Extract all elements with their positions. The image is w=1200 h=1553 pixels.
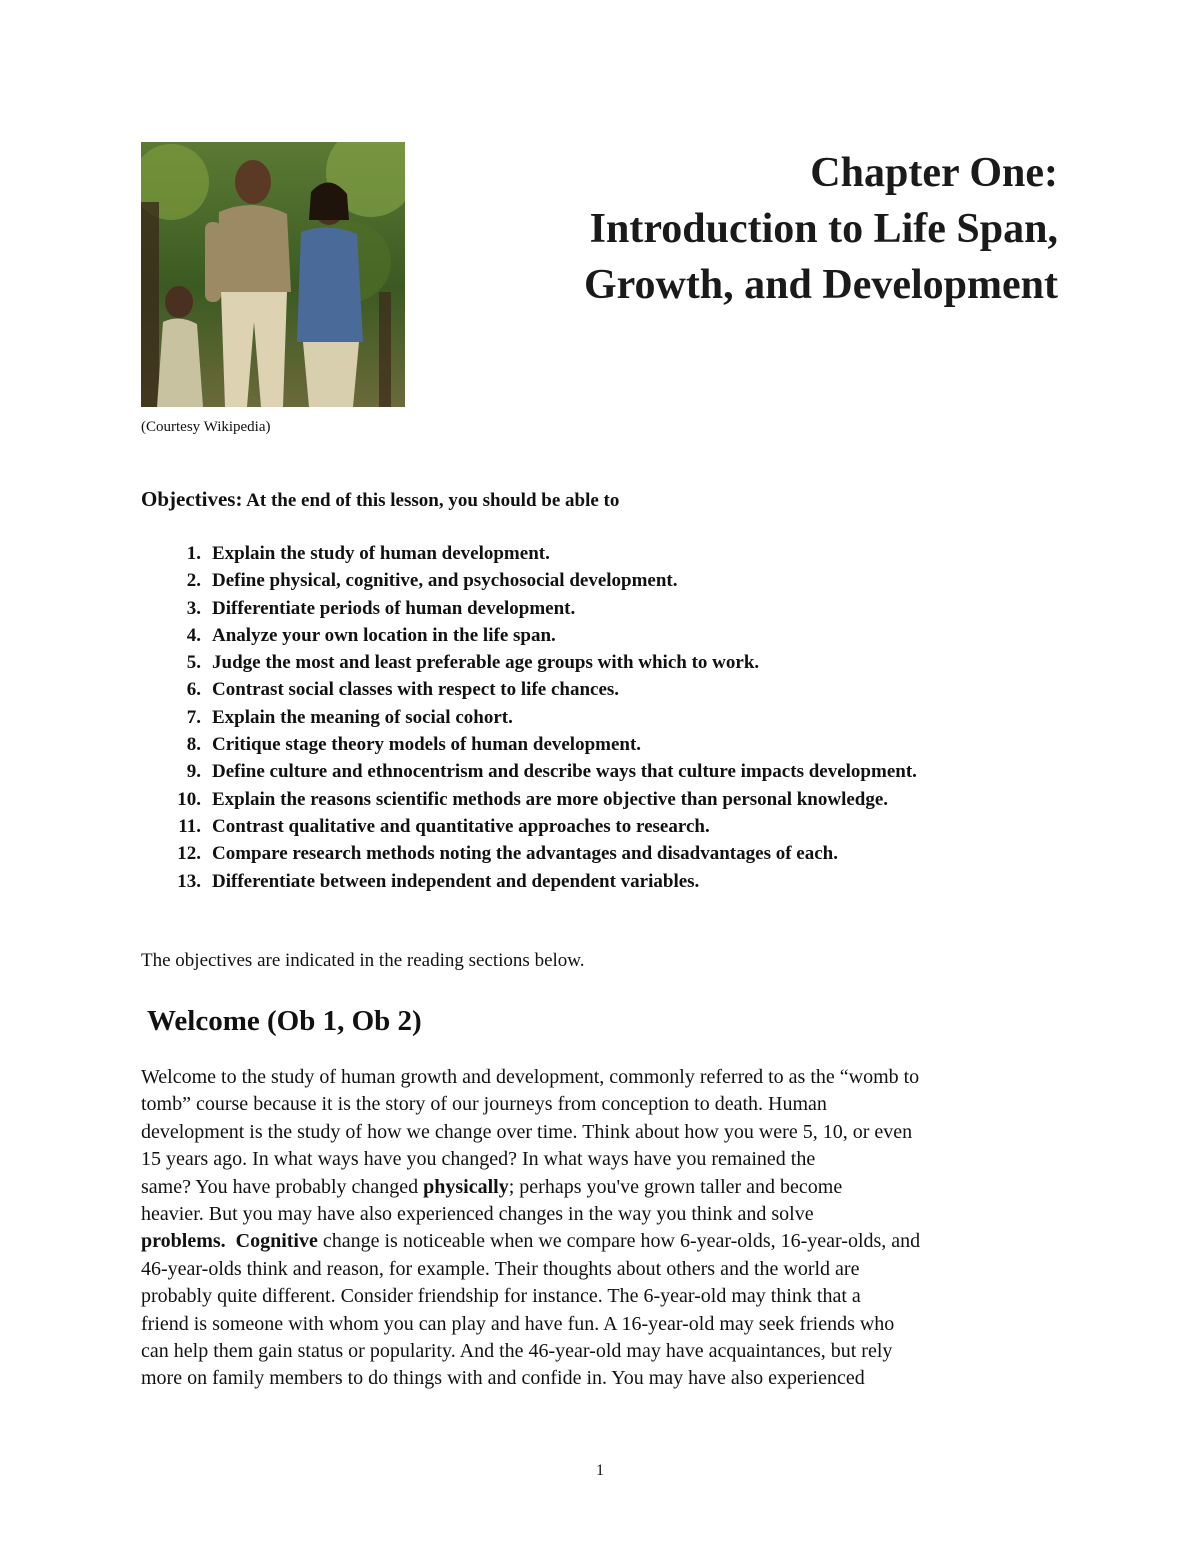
section-body: [141, 1064, 1071, 1393]
list-item-text: Contrast qualitative and quantitative approaches to research.: [212, 815, 710, 837]
body-line: friend is someone with whom you can play and have fun. A 16-year-old may seek friends who: [141, 1312, 895, 1335]
objectives-intro-text: At the end of this lesson, you should be able to: [246, 490, 620, 511]
list-item-text: Explain the study of human development.: [212, 543, 550, 564]
photo-caption: (Courtesy Wikipedia): [141, 419, 271, 435]
list-item-number: 3.: [186, 597, 201, 619]
body-text-span: [226, 1230, 236, 1252]
list-item-number: 7.: [186, 706, 201, 728]
title-line-1: Chapter One:: [810, 150, 1058, 196]
list-item: [141, 786, 1081, 813]
objectives-intro: [141, 486, 619, 514]
chapter-title: [438, 145, 1058, 313]
section-heading: Welcome (Ob 1, Ob 2): [147, 1005, 422, 1037]
list-item-number: 9.: [186, 761, 201, 783]
list-item-text: Critique stage theory models of human development.: [212, 734, 642, 756]
list-item: [141, 676, 1081, 703]
body-line: [141, 1228, 1071, 1255]
title-line-2: Introduction to Life Span,: [589, 206, 1058, 252]
body-line: tomb” course because it is the story of our journeys from conception to death. Human: [141, 1093, 827, 1116]
body-text-span: change is noticeable when we compare how 6-year-olds, 16-year-olds, and: [317, 1230, 921, 1253]
body-line: Welcome to the study of human growth and development, commonly referred to as the “womb to: [141, 1066, 920, 1088]
objectives-list: [141, 540, 1081, 895]
body-line: can help them gain status or popularity. And the 46-year-old may have acquaintances, but rely: [141, 1340, 893, 1363]
list-item-number: 10.: [177, 788, 201, 810]
list-item-number: 1.: [186, 543, 201, 564]
list-item-text: Analyze your own location in the life span.: [212, 624, 556, 646]
list-item-text: Explain the reasons scientific methods are more objective than personal knowledge.: [212, 788, 889, 810]
list-item: [141, 567, 1081, 594]
body-text-span: ; perhaps you've grown taller and become: [508, 1175, 843, 1198]
list-item-text: Define culture and ethnocentrism and describe ways that culture impacts development.: [212, 761, 917, 783]
body-line: 46-year-olds think and reason, for example. Their thoughts about others and the world are: [141, 1257, 860, 1280]
list-item-number: 13.: [177, 870, 201, 892]
body-line: [141, 1174, 1071, 1201]
objectives-note: The objectives are indicated in the reading sections below.: [141, 950, 585, 971]
page-number: 1: [596, 1462, 604, 1479]
term-cognitive: Cognitive: [235, 1230, 318, 1253]
body-text-span: same? You have probably changed: [141, 1175, 424, 1198]
term-problems: problems.: [141, 1230, 226, 1253]
list-item-number: 12.: [177, 843, 201, 865]
list-item-text: Define physical, cognitive, and psychosocial development.: [212, 570, 678, 592]
list-item-text: Judge the most and least preferable age groups with which to work.: [212, 652, 760, 674]
list-item: [141, 622, 1081, 649]
list-item: [141, 649, 1081, 676]
body-line: 15 years ago. In what ways have you changed? In what ways have you remained the: [141, 1148, 816, 1171]
objectives-label: Objectives:: [141, 487, 243, 511]
list-item-text: Contrast social classes with respect to life chances.: [212, 679, 620, 701]
list-item-text: Compare research methods noting the advantages and disadvantages of each.: [212, 843, 838, 865]
list-item-number: 2.: [186, 570, 201, 592]
list-item: [141, 731, 1081, 758]
list-item: [141, 868, 1081, 895]
list-item-text: Explain the meaning of social cohort.: [212, 706, 513, 728]
body-line: heavier. But you may have also experienced changes in the way you think and solve: [141, 1203, 814, 1226]
body-line: more on family members to do things with and confide in. You may have also experienced: [141, 1367, 865, 1390]
list-item-number: 5.: [186, 652, 201, 674]
list-item: [141, 840, 1081, 867]
list-item: [141, 813, 1081, 840]
list-item-number: 8.: [186, 734, 201, 756]
list-item: [141, 704, 1081, 731]
title-line-3: Growth, and Development: [583, 262, 1058, 308]
list-item-number: 11.: [178, 815, 201, 837]
list-item-text: Differentiate between independent and dependent variables.: [212, 870, 700, 892]
list-item-number: 4.: [186, 624, 201, 646]
list-item: [141, 595, 1081, 622]
body-line: development is the study of how we change over time. Think about how you were 5, 10, or even: [141, 1120, 913, 1143]
list-item-number: 6.: [186, 679, 201, 701]
body-line: probably quite different. Consider friendship for instance. The 6-year-old may think that a: [141, 1285, 861, 1308]
list-item-text: Differentiate periods of human development.: [212, 597, 576, 619]
list-item: [141, 758, 1081, 785]
term-physically: physically: [423, 1175, 509, 1198]
family-photo: [141, 142, 405, 407]
list-item: [141, 540, 1081, 567]
